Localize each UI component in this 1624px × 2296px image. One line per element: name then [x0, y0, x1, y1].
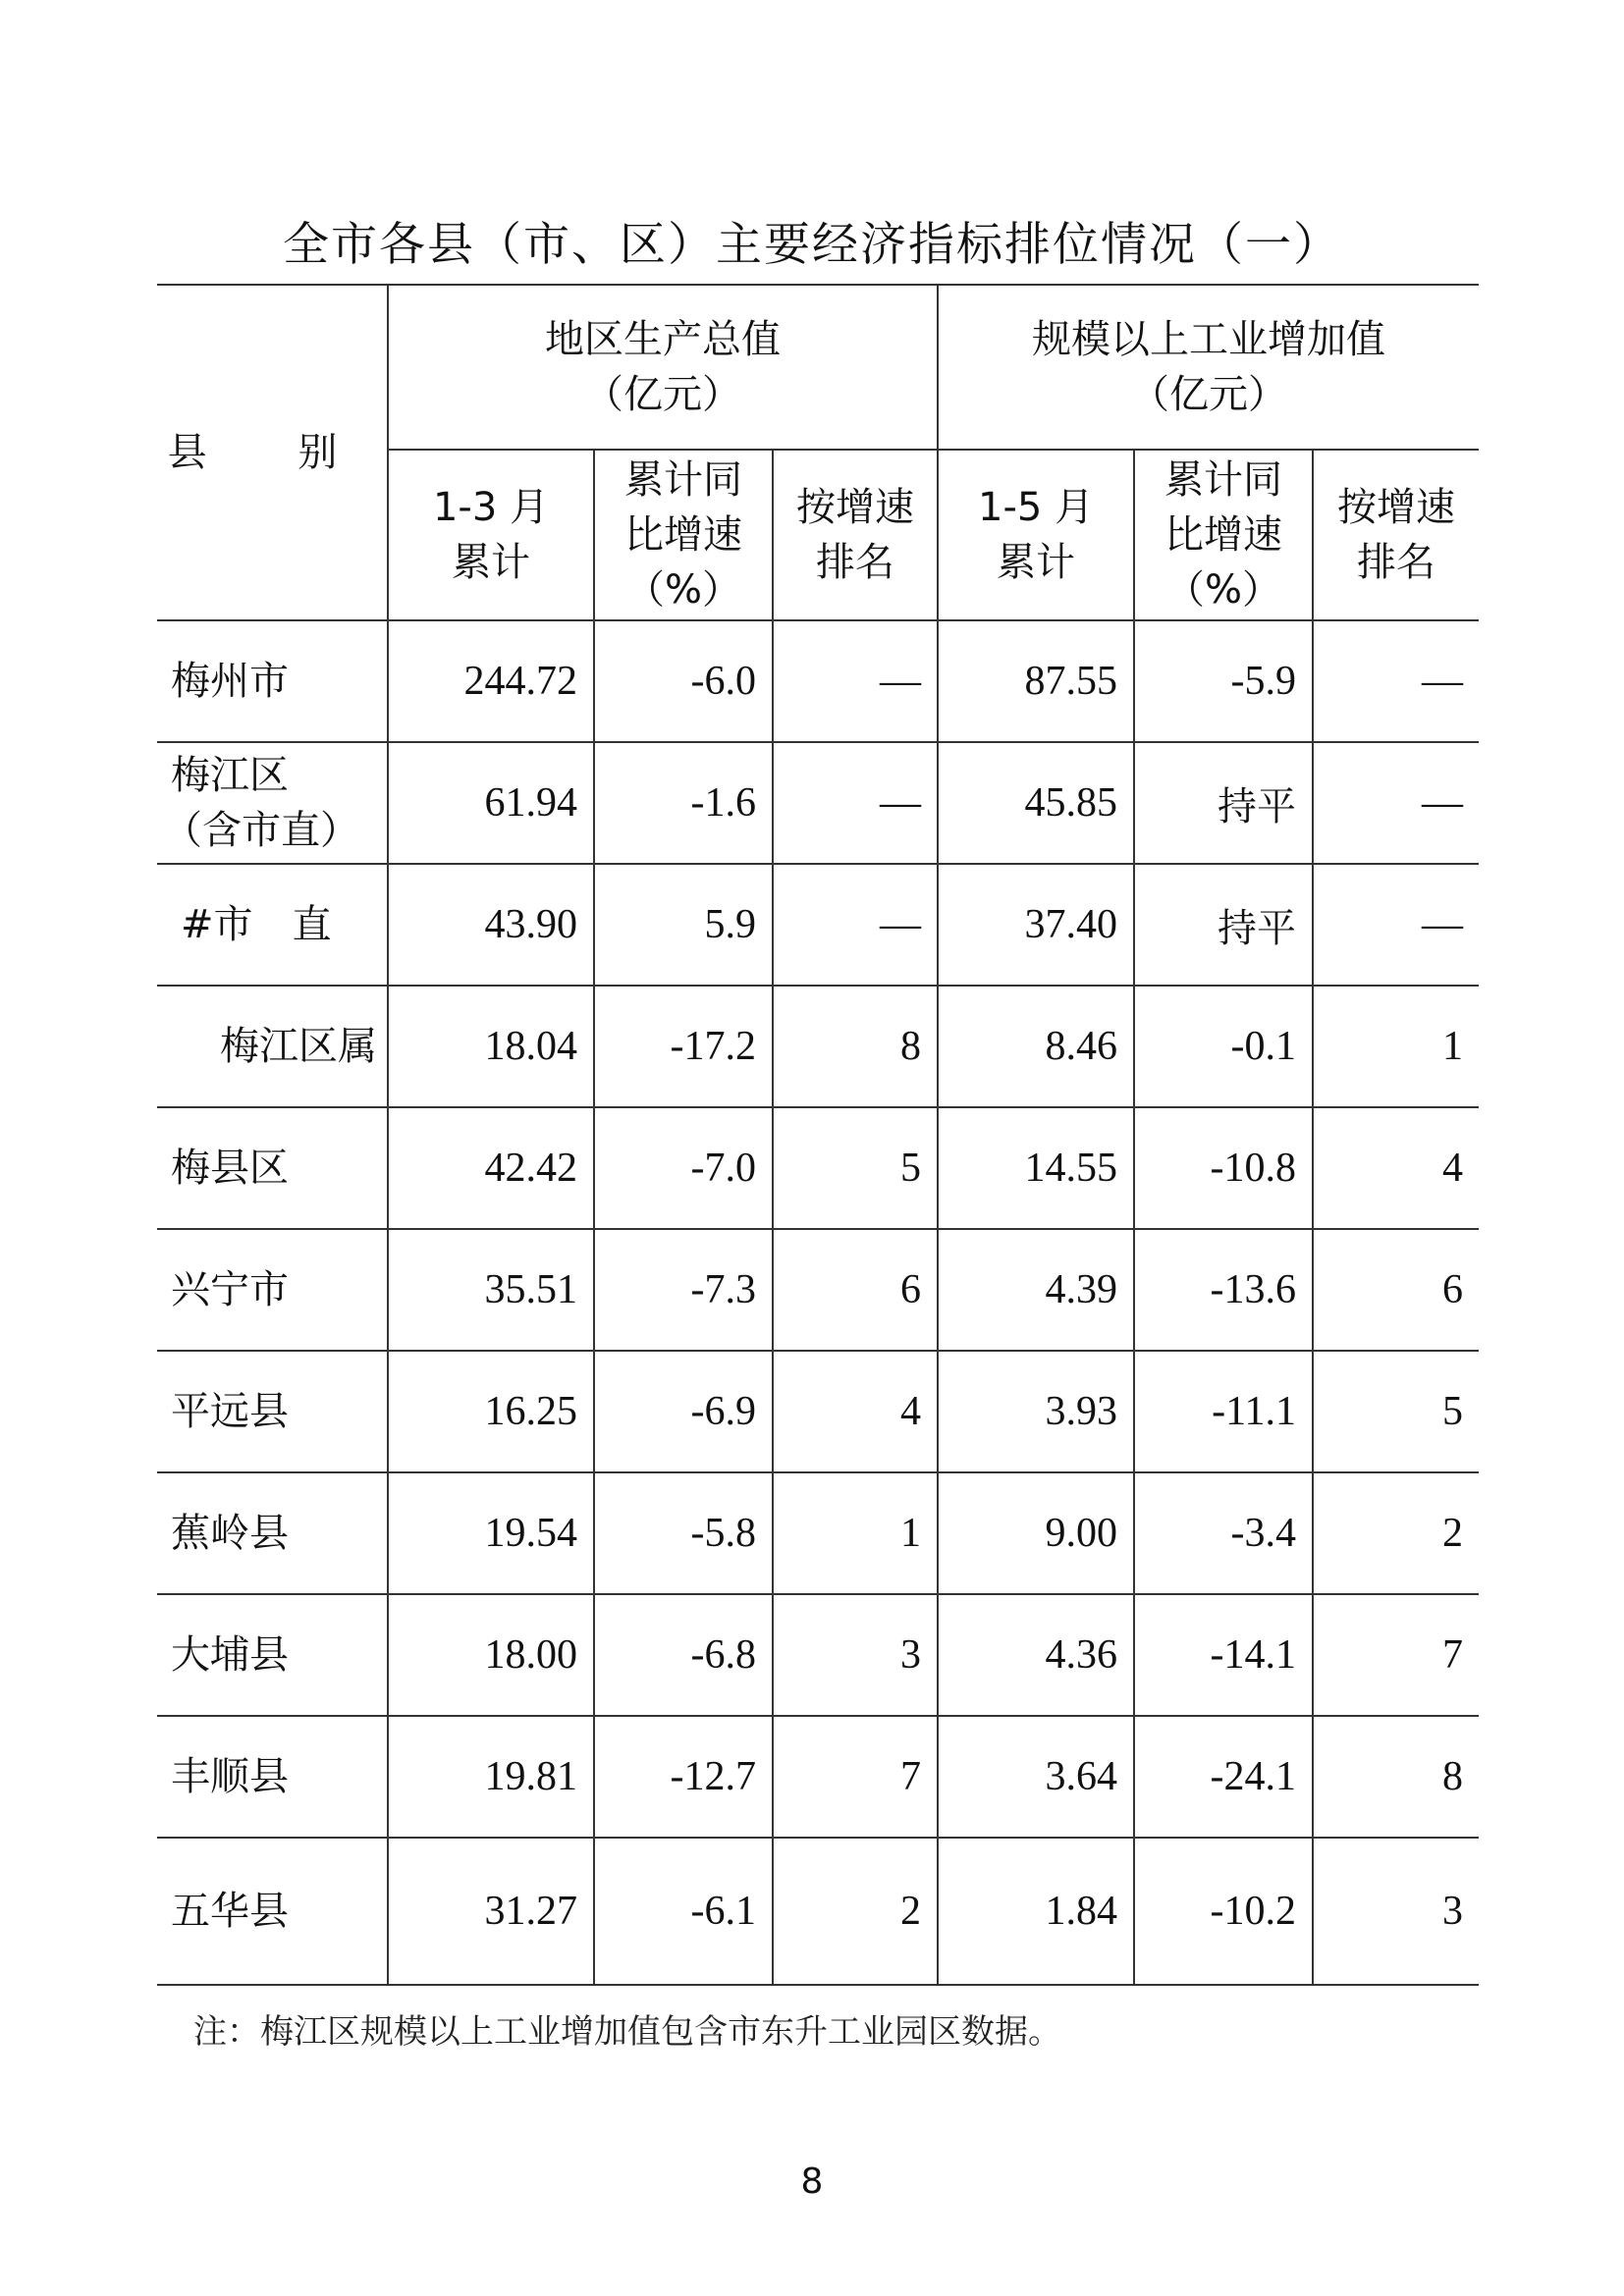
county-name: 梅江区属: [157, 986, 388, 1107]
table-row: [157, 1594, 1479, 1716]
gdp-rank: 7: [773, 1716, 938, 1838]
county-name: 丰顺县: [157, 1716, 388, 1838]
gdp-rank: 1: [773, 1472, 938, 1594]
gdp-growth: -7.0: [594, 1107, 773, 1229]
gdp-value: 18.00: [388, 1594, 594, 1716]
gdp-growth: -6.1: [594, 1838, 773, 1985]
gdp-rank: 2: [773, 1838, 938, 1985]
industry-growth: 持平: [1134, 742, 1313, 864]
industry-rank: 4: [1313, 1107, 1479, 1229]
industry-rank: —: [1313, 864, 1479, 986]
gdp-value: 35.51: [388, 1229, 594, 1351]
header-industry-growth: 累计同 比增速 （%）: [1134, 450, 1313, 620]
table-row: [157, 1107, 1479, 1229]
industry-growth: 持平: [1134, 864, 1313, 986]
gdp-rank: —: [773, 620, 938, 742]
industry-rank: 7: [1313, 1594, 1479, 1716]
industry-value: 87.55: [938, 620, 1134, 742]
table-row: [157, 1472, 1479, 1594]
industry-growth: -24.1: [1134, 1716, 1313, 1838]
county-name: 平远县: [157, 1351, 388, 1472]
gdp-value: 18.04: [388, 986, 594, 1107]
table-row: [157, 986, 1479, 1107]
table-row: [157, 1716, 1479, 1838]
gdp-value: 61.94: [388, 742, 594, 864]
gdp-rank: 8: [773, 986, 938, 1107]
industry-growth: -11.1: [1134, 1351, 1313, 1472]
header-gdp-group: 地区生产总值 （亿元）: [388, 285, 938, 450]
gdp-growth: -1.6: [594, 742, 773, 864]
industry-value: 45.85: [938, 742, 1134, 864]
gdp-value: 31.27: [388, 1838, 594, 1985]
gdp-rank: —: [773, 742, 938, 864]
industry-value: 8.46: [938, 986, 1134, 1107]
gdp-rank: —: [773, 864, 938, 986]
gdp-value: 42.42: [388, 1107, 594, 1229]
industry-value: 9.00: [938, 1472, 1134, 1594]
industry-rank: 5: [1313, 1351, 1479, 1472]
table-row: [157, 1838, 1479, 1985]
gdp-rank: 5: [773, 1107, 938, 1229]
industry-value: 3.64: [938, 1716, 1134, 1838]
county-name: 梅县区: [157, 1107, 388, 1229]
industry-value: 3.93: [938, 1351, 1134, 1472]
gdp-growth: -17.2: [594, 986, 773, 1107]
industry-growth: -0.1: [1134, 986, 1313, 1107]
header-industry-rank: 按增速 排名: [1313, 450, 1479, 620]
gdp-value: 19.81: [388, 1716, 594, 1838]
header-gdp-rank: 按增速 排名: [773, 450, 938, 620]
industry-rank: —: [1313, 742, 1479, 864]
gdp-value: 16.25: [388, 1351, 594, 1472]
page-number: 8: [800, 2162, 824, 2202]
header-gdp-cumulative: 1-3 月 累计: [388, 450, 594, 620]
industry-rank: 2: [1313, 1472, 1479, 1594]
county-name: 蕉岭县: [157, 1472, 388, 1594]
header-industry-group: 规模以上工业增加值 （亿元）: [938, 285, 1479, 450]
table-row: [157, 864, 1479, 986]
industry-value: 37.40: [938, 864, 1134, 986]
gdp-growth: -6.9: [594, 1351, 773, 1472]
industry-rank: —: [1313, 620, 1479, 742]
industry-rank: 1: [1313, 986, 1479, 1107]
gdp-growth: -6.0: [594, 620, 773, 742]
county-name: 五华县: [157, 1838, 388, 1985]
county-name: 梅江区 （含市直）: [157, 742, 388, 864]
gdp-rank: 4: [773, 1351, 938, 1472]
county-name: #市 直: [157, 864, 388, 986]
table-row: [157, 620, 1479, 742]
table-row: [157, 1229, 1479, 1351]
economic-indicator-table: [157, 284, 1479, 1986]
gdp-growth: -5.8: [594, 1472, 773, 1594]
industry-growth: -13.6: [1134, 1229, 1313, 1351]
gdp-growth: -7.3: [594, 1229, 773, 1351]
gdp-value: 43.90: [388, 864, 594, 986]
table-note: 注：梅江区规模以上工业增加值包含市东升工业园区数据。: [193, 2012, 1061, 2052]
industry-rank: 8: [1313, 1716, 1479, 1838]
gdp-growth: -6.8: [594, 1594, 773, 1716]
county-name: 兴宁市: [157, 1229, 388, 1351]
table-row: [157, 742, 1479, 864]
industry-rank: 6: [1313, 1229, 1479, 1351]
industry-value: 4.36: [938, 1594, 1134, 1716]
table-row: [157, 1351, 1479, 1472]
county-name: 大埔县: [157, 1594, 388, 1716]
header-industry-cumulative: 1-5 月 累计: [938, 450, 1134, 620]
industry-growth: -10.8: [1134, 1107, 1313, 1229]
industry-value: 4.39: [938, 1229, 1134, 1351]
header-county: 县 别: [157, 285, 388, 620]
industry-value: 14.55: [938, 1107, 1134, 1229]
page-title: 全市各县（市、区）主要经济指标排位情况（一）: [283, 218, 1341, 272]
industry-growth: -5.9: [1134, 620, 1313, 742]
gdp-growth: -12.7: [594, 1716, 773, 1838]
industry-rank: 3: [1313, 1838, 1479, 1985]
industry-growth: -14.1: [1134, 1594, 1313, 1716]
gdp-value: 19.54: [388, 1472, 594, 1594]
gdp-rank: 3: [773, 1594, 938, 1716]
gdp-value: 244.72: [388, 620, 594, 742]
gdp-rank: 6: [773, 1229, 938, 1351]
county-name: 梅州市: [157, 620, 388, 742]
industry-growth: -3.4: [1134, 1472, 1313, 1594]
industry-growth: -10.2: [1134, 1838, 1313, 1985]
industry-value: 1.84: [938, 1838, 1134, 1985]
header-gdp-growth: 累计同 比增速 （%）: [594, 450, 773, 620]
gdp-growth: 5.9: [594, 864, 773, 986]
